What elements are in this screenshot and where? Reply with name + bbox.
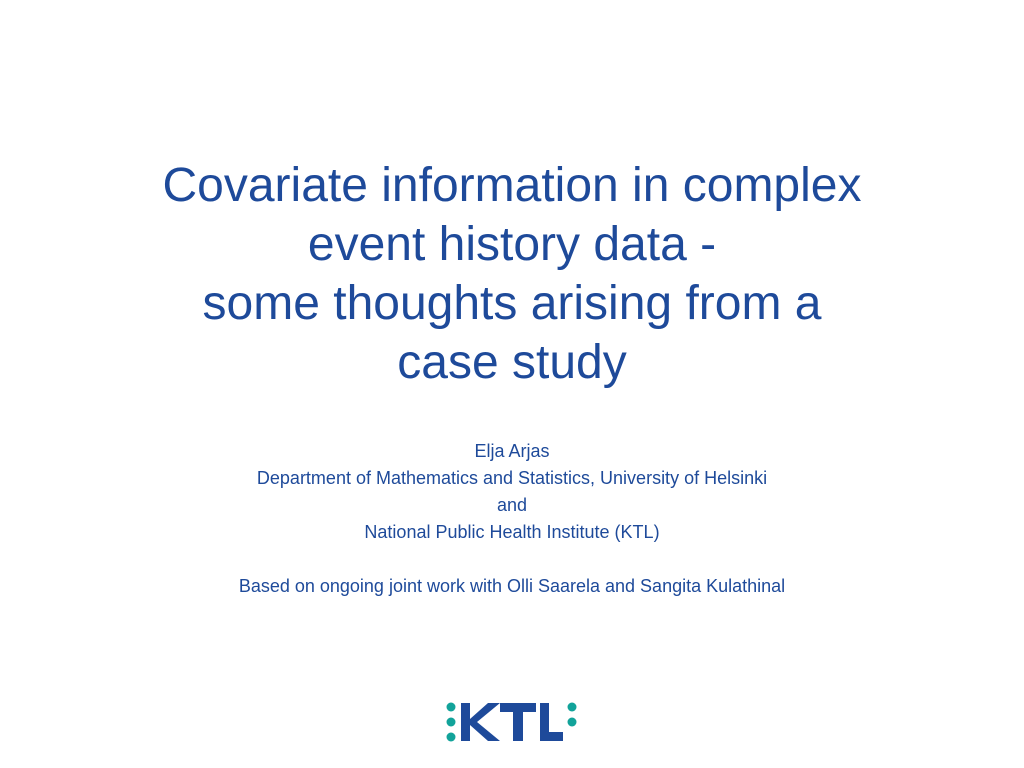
author-info [40,438,984,600]
affiliation-2: National Public Health Institute (KTL) [364,522,660,542]
title-line-3: some thoughts arising from a [202,277,822,330]
title-line-1: Covariate information in complex [162,159,862,212]
acknowledgement: Based on ongoing joint work with Olli Saarela and Sangita Kulathinal [238,576,786,596]
logo-dot [568,703,577,712]
conjunction-and: and [496,495,528,515]
title-line-2: event history data - [307,218,717,271]
ktl-logo [444,699,580,745]
author-name: Elja Arjas [474,441,550,461]
logo-letter-l [540,703,563,741]
spacer [40,546,984,573]
slide-title [40,156,984,392]
logo-dot [447,703,456,712]
logo-letter-k [461,703,500,741]
logo-dot [447,718,456,727]
affiliation-1: Department of Mathematics and Statistics, University of Helsinki [256,468,768,488]
title-line-4: case study [397,336,627,389]
logo-dot [568,718,577,727]
logo-dot [447,733,456,742]
logo-letter-t [500,703,536,741]
